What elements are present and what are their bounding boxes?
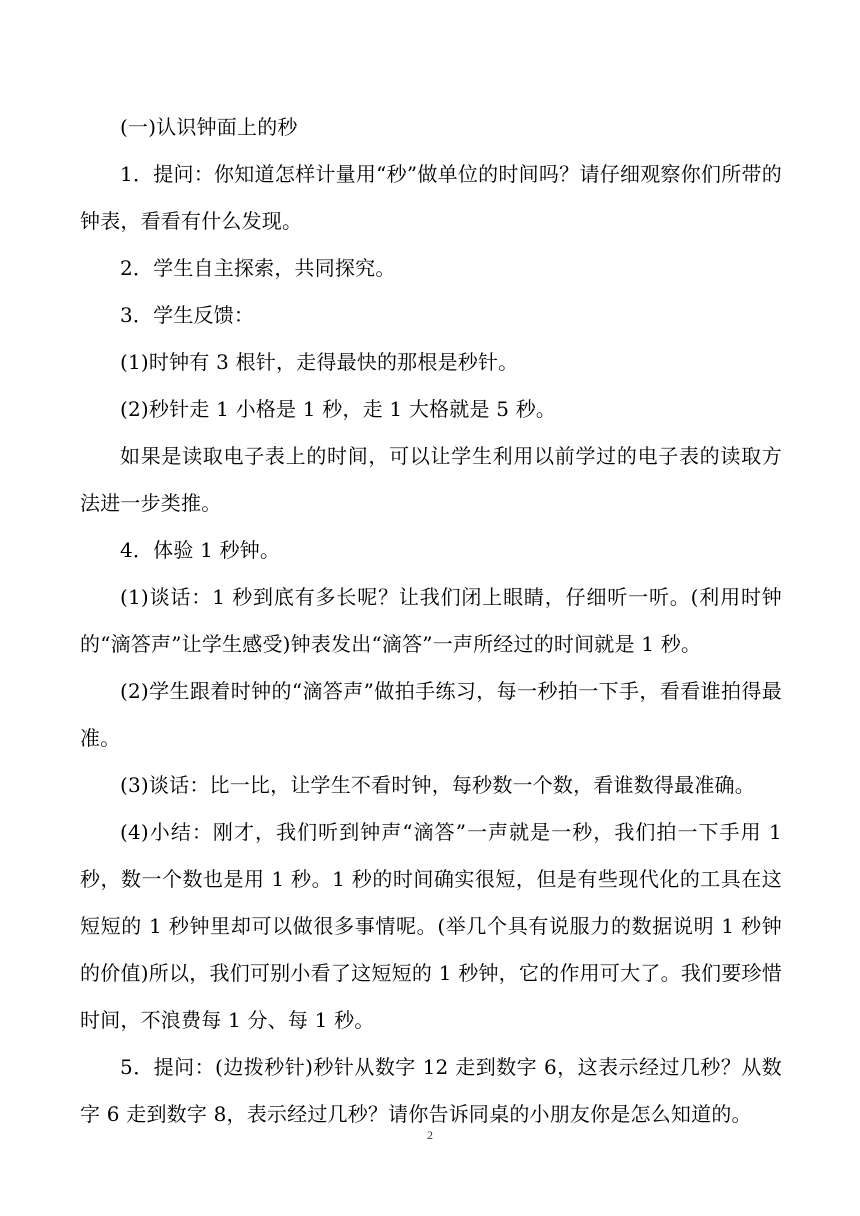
paragraph-feedback-2: (2)秒针走 1 小格是 1 秒，走 1 大格就是 5 秒。	[120, 397, 557, 421]
paragraph-step-2: 2．学生自主探索，共同探究。	[120, 256, 396, 280]
paragraph-step-5: 5．提问：(边拨秒针)秒针从数字 12 走到数字 6，这表示经过几秒？从数字 6 走到数字 8，表示经过几秒？请你告诉同桌的小朋友你是怎么知道的。	[80, 1055, 782, 1126]
section-heading: (一)认识钟面上的秒	[120, 115, 298, 139]
paragraph-talk-1: (1)谈话：1 秒到底有多长呢？让我们闭上眼睛，仔细听一听。(利用时钟的“滴答声”让学生感受)钟表发出“滴答”一声所经过的时间就是 1 秒。	[80, 585, 782, 656]
paragraph-step-4: 4．体验 1 秒钟。	[120, 538, 281, 562]
paragraph-step-3: 3．学生反馈：	[120, 303, 255, 327]
paragraph-electronic-watch: 如果是读取电子表上的时间，可以让学生利用以前学过的电子表的读取方法进一步类推。	[80, 444, 782, 515]
paragraph-clap-practice: (2)学生跟着时钟的“滴答声”做拍手练习，每一秒拍一下手，看看谁拍得最准。	[80, 679, 782, 750]
paragraph-talk-3: (3)谈话：比一比，让学生不看时钟，每秒数一个数，看谁数得最准确。	[120, 773, 755, 797]
document-body	[80, 104, 782, 1138]
paragraph-summary: (4)小结：刚才，我们听到钟声“滴答”一声就是一秒，我们拍一下手用 1 秒，数一个数也是用 1 秒。1 秒的时间确实很短，但是有些现代化的工具在这短短的 1 秒钟里却可以做很多事情呢。(举几个具有说服力的数据说明 1 秒钟的价值)所以，我们可别小看了这短短的 1 秒钟，它的作用可大了。我们要珍惜时间，不浪费每 1 分、每 1 秒。	[80, 820, 782, 1032]
page-number: 2	[427, 1128, 433, 1142]
paragraph-question-1: 1．提问：你知道怎样计量用“秒”做单位的时间吗？请仔细观察你们所带的钟表，看看有什么发现。	[80, 162, 782, 233]
paragraph-feedback-1: (1)时钟有 3 根针，走得最快的那根是秒针。	[120, 350, 519, 374]
